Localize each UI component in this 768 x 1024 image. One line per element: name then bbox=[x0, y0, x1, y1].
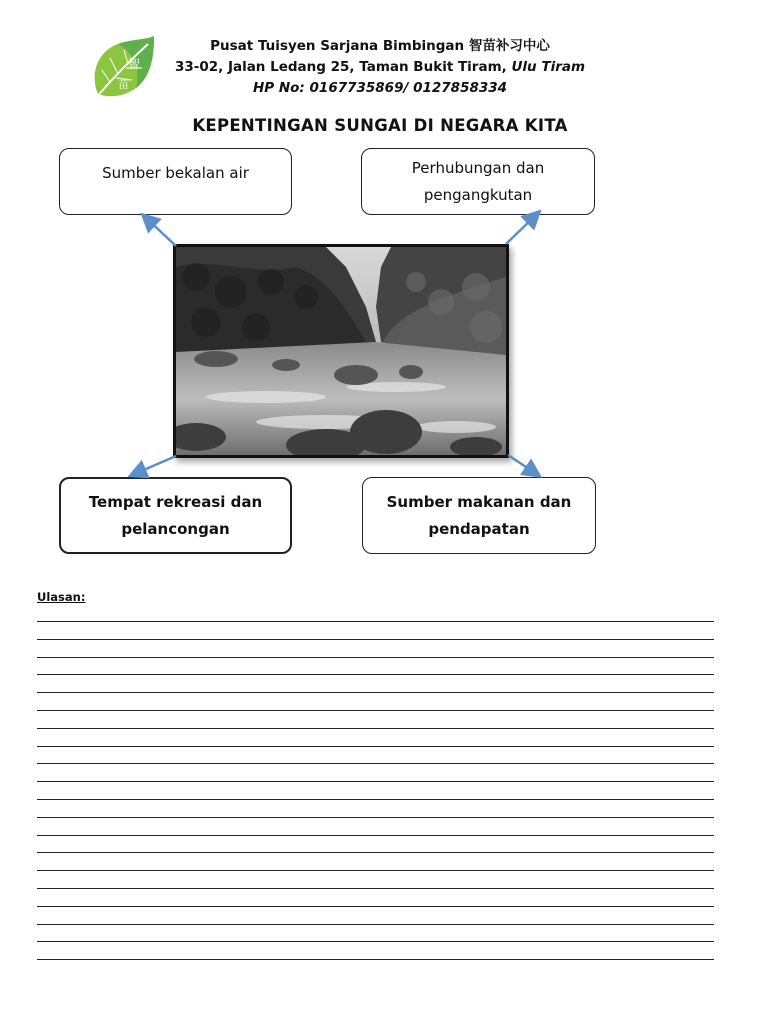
review-line bbox=[37, 906, 714, 907]
review-label: Ulasan: bbox=[37, 590, 86, 604]
review-line bbox=[37, 870, 714, 871]
arrow-to-recreation bbox=[132, 456, 176, 475]
box-water-supply-label: Sumber bekalan air bbox=[102, 164, 249, 182]
arrow-to-water-supply bbox=[144, 216, 176, 246]
review-line bbox=[37, 852, 714, 853]
box-transport bbox=[361, 148, 595, 215]
box-water-supply bbox=[59, 148, 292, 215]
box-recreation-label: Tempat rekreasi dan pelancongan bbox=[88, 492, 263, 538]
review-line bbox=[37, 941, 714, 942]
review-line bbox=[37, 674, 714, 675]
phone-number: HP No: 0167735869/ 0127858334 bbox=[252, 80, 508, 96]
review-line bbox=[37, 781, 714, 782]
review-line bbox=[37, 817, 714, 818]
arrow-to-transport bbox=[506, 213, 538, 244]
address-prefix: 33-02, Jalan Ledang 25, Taman Bukit Tiram, bbox=[174, 59, 512, 75]
review-line bbox=[37, 924, 714, 925]
box-food-income bbox=[362, 477, 596, 554]
river-photo bbox=[173, 244, 509, 458]
review-line bbox=[37, 657, 714, 658]
logo-char-1: 智 bbox=[128, 57, 141, 71]
leaf-logo-icon bbox=[88, 34, 160, 102]
arrow-to-food-income bbox=[508, 455, 538, 475]
center-name: Pusat Tuisyen Sarjana Bimbingan 智苗补习中心 bbox=[210, 38, 550, 54]
logo-char-2: 苗 bbox=[118, 78, 129, 91]
review-line bbox=[37, 692, 714, 693]
box-transport-label: Perhubungan dan pengangkutan bbox=[411, 158, 545, 204]
review-line bbox=[37, 621, 714, 622]
review-line bbox=[37, 888, 714, 889]
page-title: KEPENTINGAN SUNGAI DI NEGARA KITA bbox=[192, 116, 568, 135]
center-address bbox=[160, 57, 600, 77]
review-line bbox=[37, 835, 714, 836]
review-line bbox=[37, 959, 714, 960]
address-city: Ulu Tiram bbox=[511, 59, 586, 75]
review-line bbox=[37, 728, 714, 729]
review-line bbox=[37, 763, 714, 764]
river-scene-image bbox=[176, 247, 506, 455]
review-line bbox=[37, 639, 714, 640]
review-line bbox=[37, 710, 714, 711]
box-recreation bbox=[59, 477, 292, 554]
review-line bbox=[37, 746, 714, 747]
review-line bbox=[37, 799, 714, 800]
box-food-income-label: Sumber makanan dan pendapatan bbox=[386, 492, 572, 538]
